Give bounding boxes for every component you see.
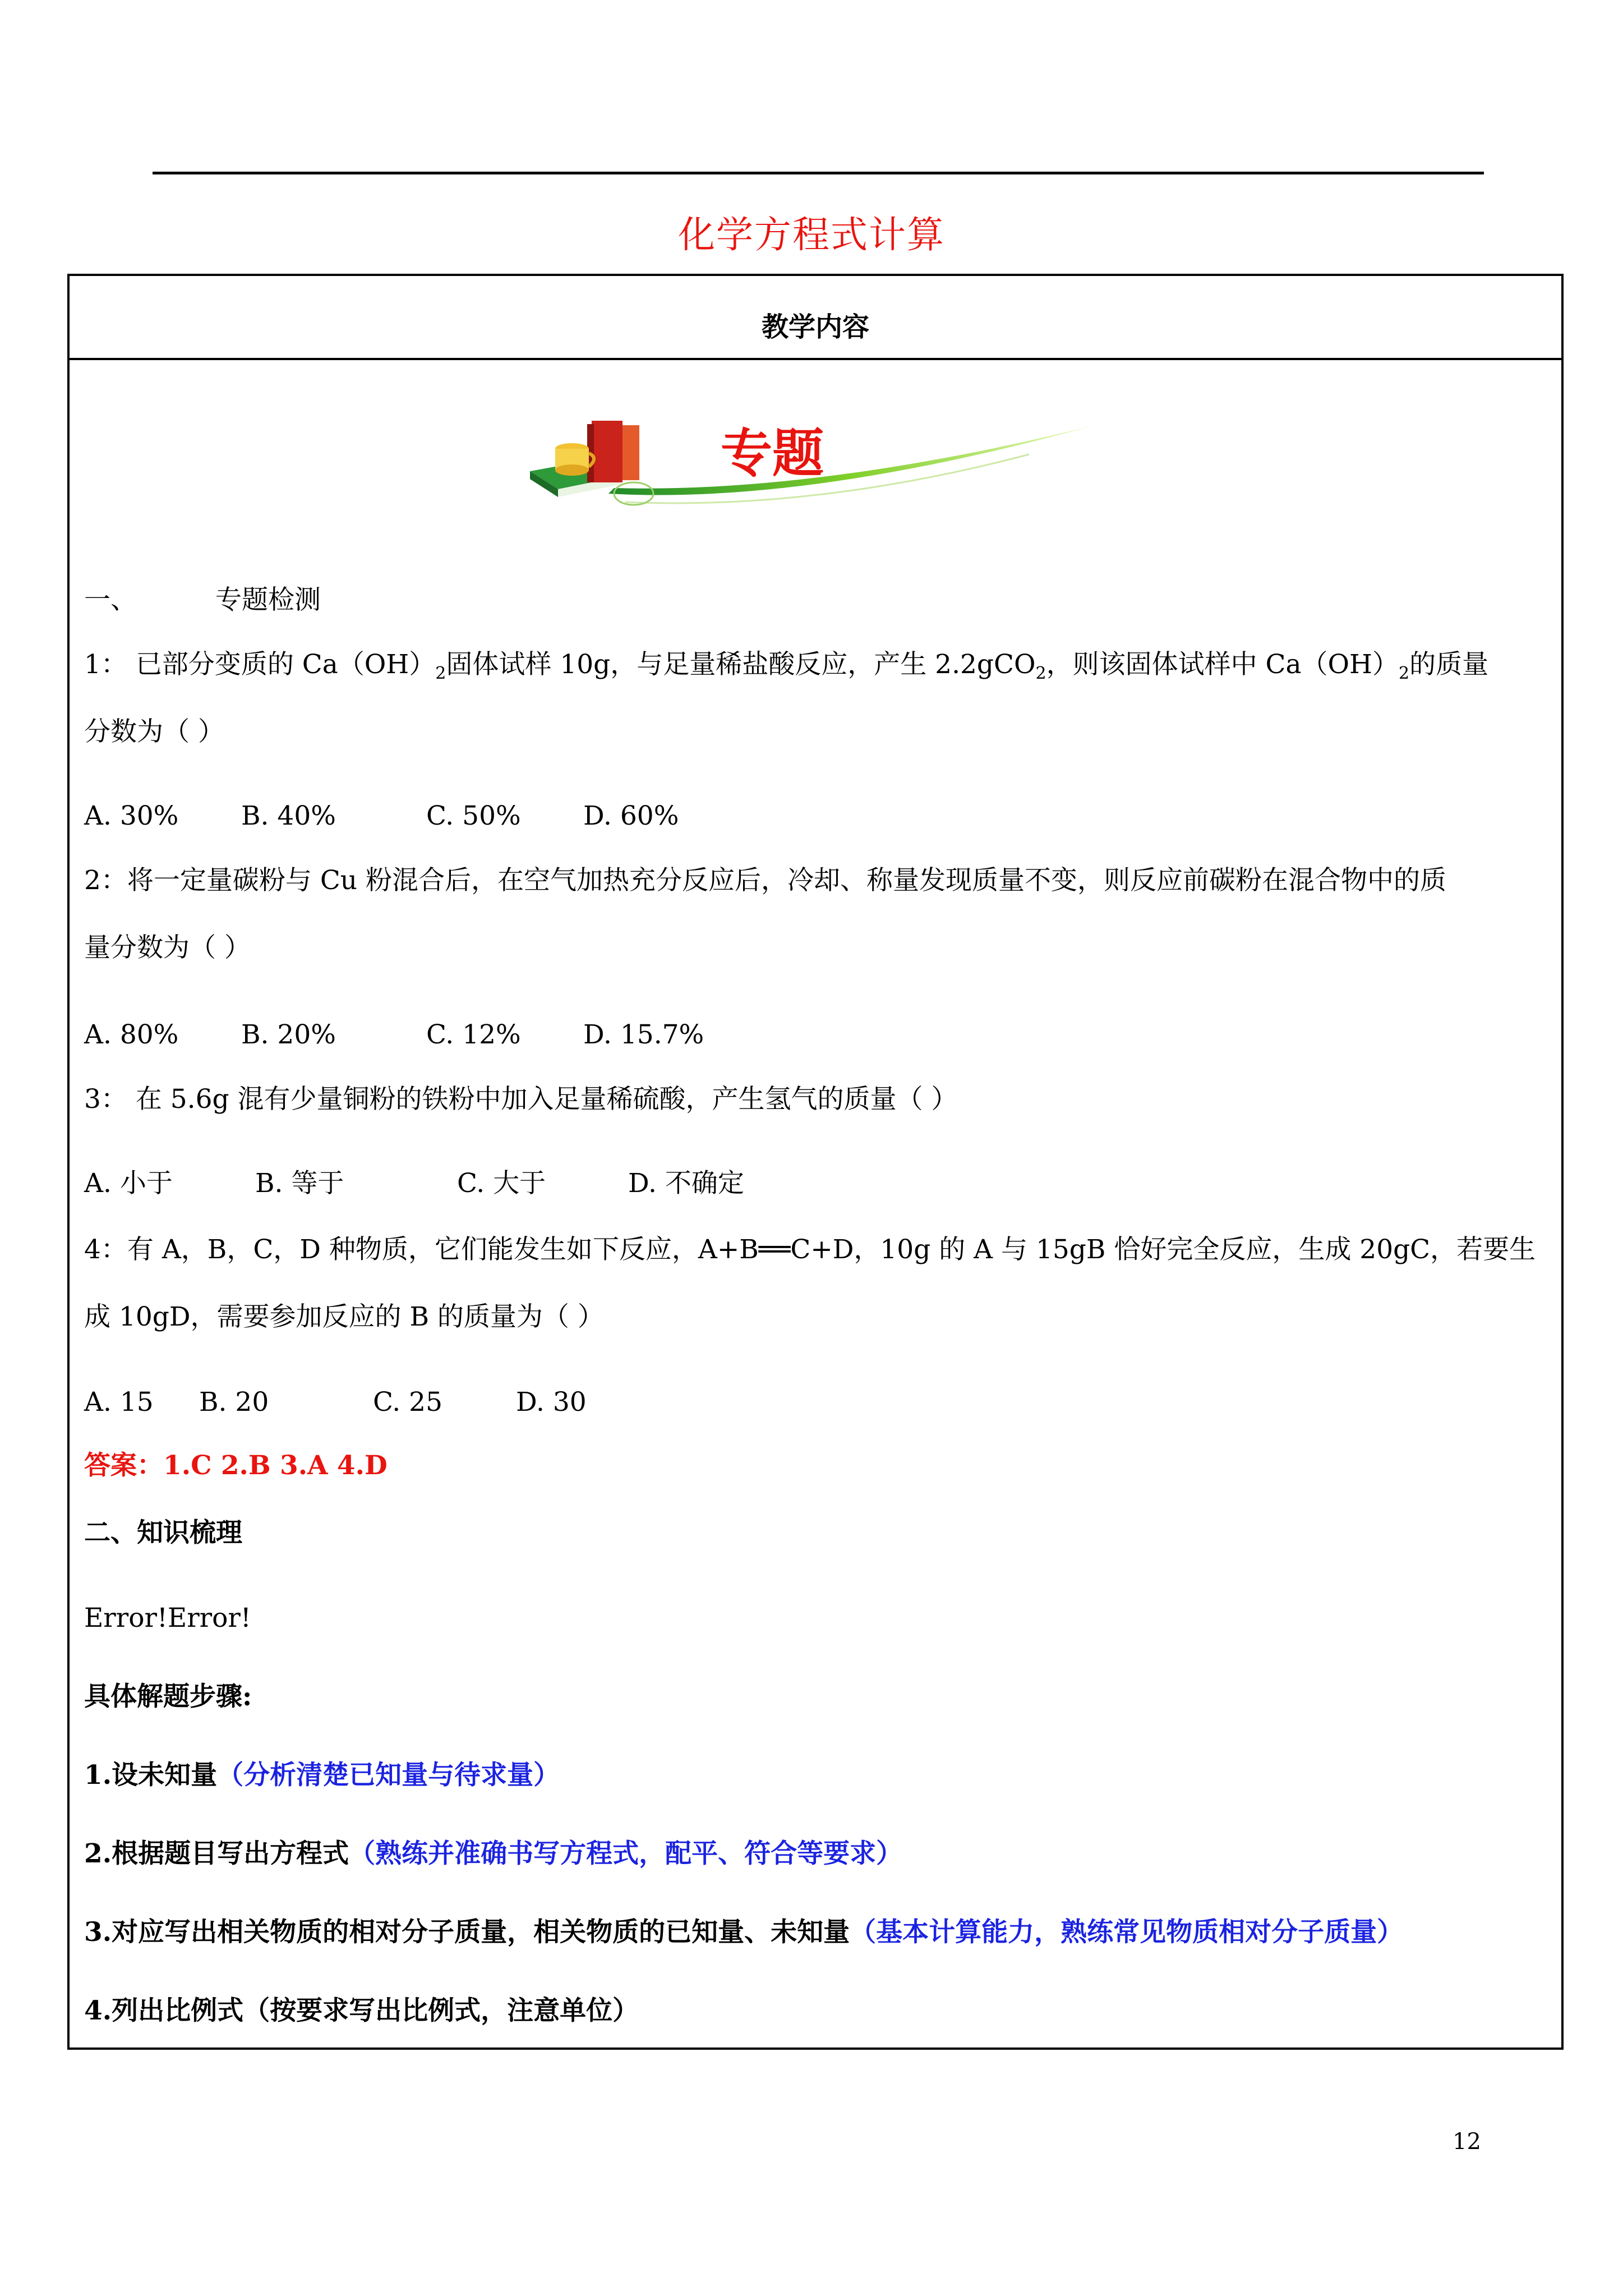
step-1: 1.设未知量（分析清楚已知量与待求量）	[84, 1760, 560, 1791]
step-2: 2.根据题目写出方程式（熟练并准确书写方程式，配平、符合等要求）	[84, 1838, 903, 1869]
section1-heading: 一、 专题检测	[84, 585, 321, 615]
option: C. 25	[373, 1387, 442, 1418]
question-1-line-2: 分数为（ ）	[84, 716, 224, 747]
table-header-cell	[70, 276, 1561, 360]
option: B. 等于	[255, 1168, 344, 1199]
option: D. 30	[516, 1387, 587, 1418]
option: C. 50%	[426, 800, 521, 831]
banner-label: 专题	[721, 423, 824, 484]
question-2-options	[84, 1018, 704, 1052]
answer-key: 答案：1.C 2.B 3.A 4.D	[84, 1450, 388, 1481]
cup-icon	[555, 443, 594, 476]
option: A. 80%	[84, 1019, 179, 1050]
question-1-line-1: 1： 已部分变质的 $Ca(OH)_2$固体试样 10g，与足量稀盐酸反应，产生 2.2gCO$_2$，则该固体试样中 $Ca(OH)_2$的质量	[84, 649, 1489, 683]
option: A. 15	[84, 1387, 154, 1418]
question-4-line-1: 4：有 A，B，C，D 种物质，它们能发生如下反应，A+B══C+D，10g 的 A 与 15gB 恰好完全反应，生成 20gC，若要生	[84, 1234, 1536, 1265]
question-3-options	[84, 1167, 744, 1200]
header-rule	[153, 172, 1484, 174]
table-header-text: 教学内容	[761, 311, 869, 343]
option: B. 20	[199, 1387, 269, 1418]
option: B. 40%	[241, 800, 336, 831]
option: A. 小于	[84, 1168, 173, 1199]
option: D. 60%	[583, 800, 679, 831]
step-3: 3.对应写出相关物质的相对分子质量，相关物质的已知量、未知量（基本计算能力，熟练常见物质相对分子质量）	[84, 1917, 1404, 1948]
topic-banner	[524, 409, 1099, 522]
option: A. 30%	[84, 800, 179, 831]
question-3-line-1: 3： 在 5.6g 混有少量铜粉的铁粉中加入足量稀硫酸，产生氢气的质量（ ）	[84, 1084, 958, 1115]
question-1-options	[84, 799, 679, 833]
option: D. 15.7%	[583, 1019, 704, 1050]
question-4-line-2: 成 10gD，需要参加反应的 B 的质量为（ ）	[84, 1301, 604, 1332]
question-4-options	[84, 1386, 587, 1419]
question-2-line-2: 量分数为（ ）	[84, 932, 251, 963]
option: B. 20%	[241, 1019, 336, 1050]
step-4: 4.列出比例式（按要求写出比例式，注意单位）	[84, 1995, 639, 2026]
option: D. 不确定	[628, 1168, 744, 1199]
error-text: Error!Error!	[84, 1603, 251, 1634]
document-title: 化学方程式计算	[678, 213, 945, 256]
question-2-line-1: 2：将一定量碳粉与 Cu 粉混合后，在空气加热充分反应后，冷却、称量发现质量不变，则反应前碳粉在混合物中的质	[84, 865, 1447, 896]
option: C. 12%	[426, 1019, 521, 1050]
steps-heading: 具体解题步骤:	[84, 1681, 252, 1712]
option: C. 大于	[457, 1168, 546, 1199]
section2-heading: 二、知识梳理	[84, 1517, 242, 1548]
page-number: 12	[1453, 2129, 1481, 2155]
